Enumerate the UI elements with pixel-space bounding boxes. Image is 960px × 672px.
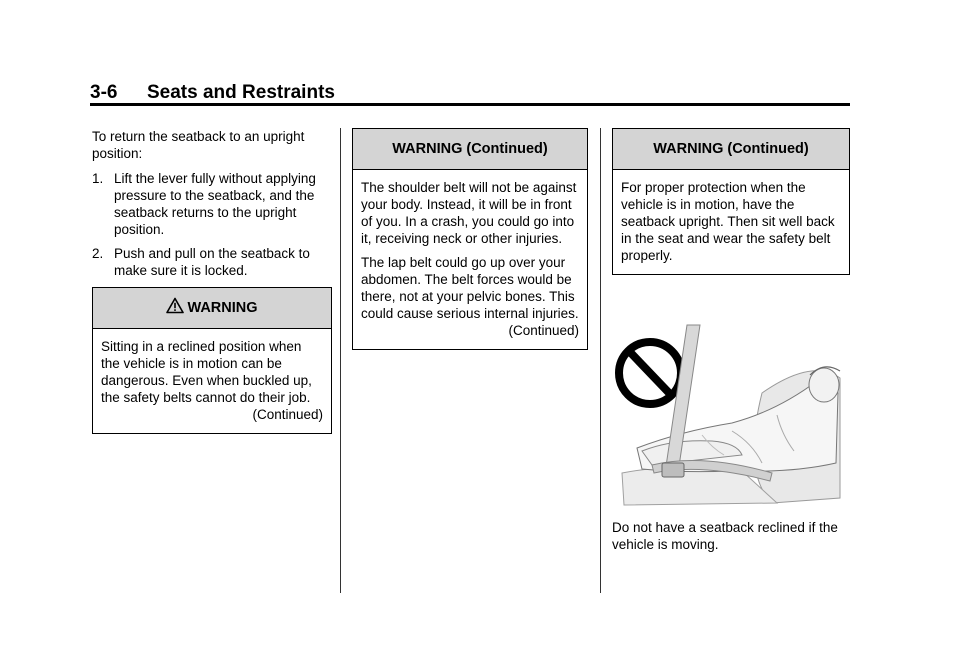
- step-item: [92, 170, 332, 238]
- header-rule: [90, 103, 850, 106]
- warning-body: [93, 329, 331, 433]
- step-text: Lift the lever fully without applying pressure to the seatback, and the seatback returns to the upright position.: [114, 171, 316, 237]
- figure-caption: Do not have a seatback reclined if the vehicle is moving.: [612, 520, 838, 552]
- step-item: [92, 245, 332, 279]
- warning-text: Sitting in a reclined position when the vehicle is in motion can be dangerous. Even when buckled up, the safety belts cannot do their job.: [101, 339, 312, 405]
- warning-text: The shoulder belt will not be against your body. Instead, it will be in front of you. In a crash, you could go into it, receiving neck or other injuries.: [361, 180, 577, 246]
- intro-text: To return the seatback to an upright position:: [92, 129, 305, 161]
- page-number: 3-6: [90, 82, 118, 103]
- continued-label: (Continued): [508, 323, 579, 338]
- continued-label: (Continued): [252, 407, 323, 422]
- warning-header: WARNING (Continued): [353, 129, 587, 170]
- warning-box: [352, 128, 588, 350]
- reclined-seat-illustration: [612, 323, 842, 507]
- warning-body: [613, 170, 849, 274]
- column-divider: [600, 128, 601, 593]
- column-divider: [340, 128, 341, 593]
- warning-title: WARNING: [187, 300, 258, 316]
- warning-body: [353, 170, 587, 349]
- step-number: 1.: [92, 171, 104, 186]
- step-number: 2.: [92, 246, 104, 261]
- warning-text: For proper protection when the vehicle is in motion, have the seatback upright. Then sit well back in the seat and wear the safety belt properly.: [621, 180, 835, 263]
- warning-box: [92, 287, 332, 434]
- column-3: [612, 128, 850, 553]
- warning-header: WARNING (Continued): [613, 129, 849, 170]
- column-2: [352, 128, 588, 350]
- prohibition-icon: [619, 342, 681, 404]
- warning-box: [612, 128, 850, 275]
- warning-text: The lap belt could go up over your abdomen. The belt forces would be there, not at your pelvic bones. This could cause serious internal injuries.: [361, 255, 579, 321]
- step-text: Push and pull on the seatback to make sure it is locked.: [114, 246, 310, 278]
- column-1: [92, 128, 332, 434]
- warning-header: [93, 288, 331, 329]
- warning-triangle-icon: [166, 290, 184, 330]
- section-title: Seats and Restraints: [147, 82, 335, 103]
